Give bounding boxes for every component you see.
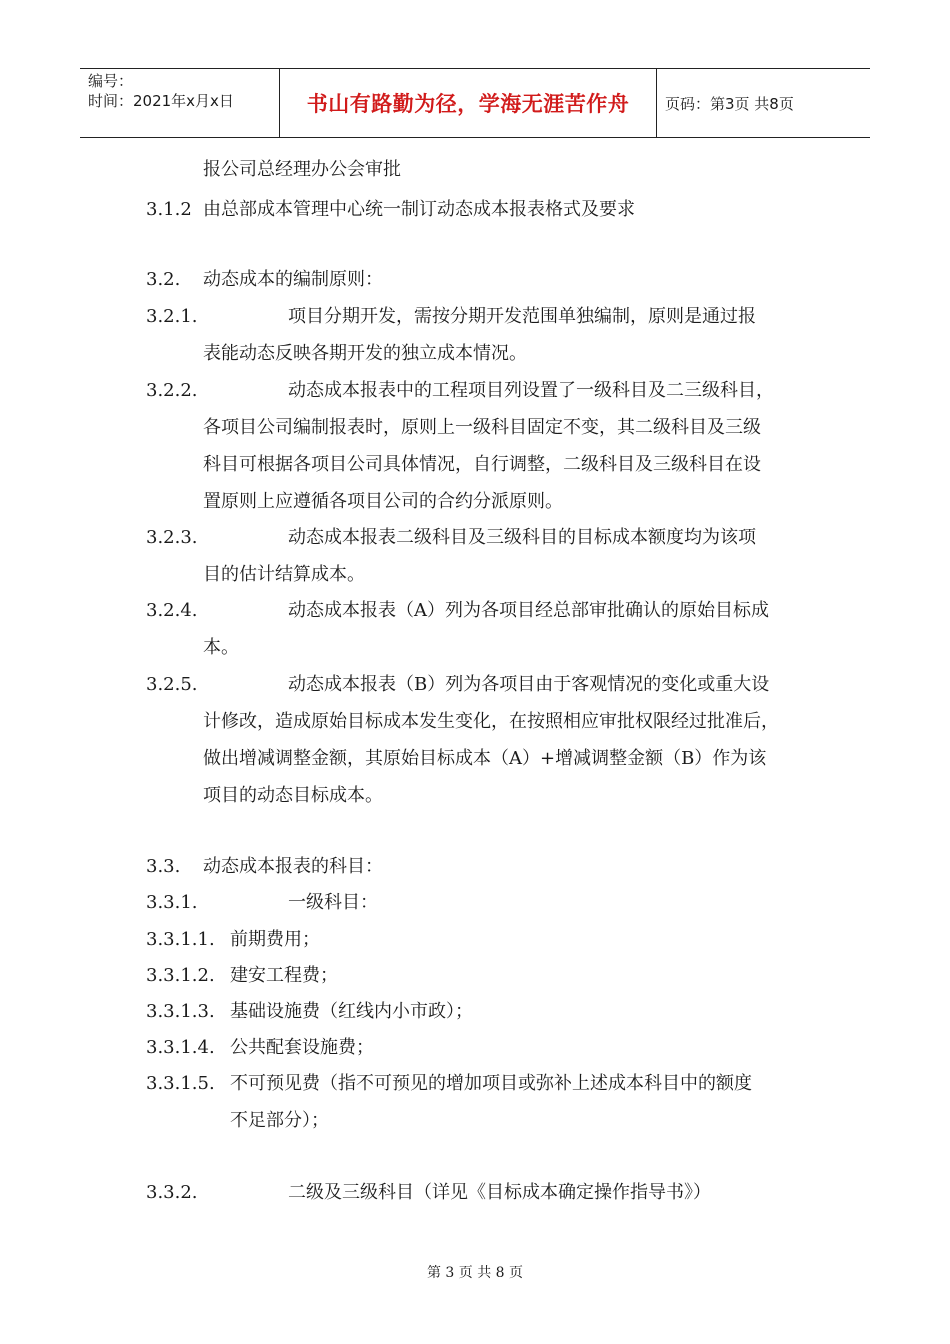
section-number: 3.3. — [146, 856, 181, 877]
body-line: 做出增减调整金额，其原始目标成本（A）+增减调整金额（B）作为该 — [203, 748, 767, 769]
body-line: 由总部成本管理中心统一制订动态成本报表格式及要求 — [203, 199, 635, 220]
body-line: 科目可根据各项目公司具体情况，自行调整，二级科目及三级科目在设 — [203, 454, 761, 475]
body-line: 不可预见费（指不可预见的增加项目或弥补上述成本科目中的额度 — [230, 1073, 752, 1094]
header-table — [80, 68, 870, 138]
section-number: 3.3.1.3. — [146, 1001, 215, 1022]
section-heading: 动态成本报表的科目： — [203, 856, 383, 877]
body-line: 项目的动态目标成本。 — [203, 785, 383, 806]
body-line: 不足部分）； — [230, 1110, 329, 1131]
time-label: 时间：2021年x月x日 — [88, 92, 234, 110]
body-line: 本。 — [203, 637, 239, 658]
motto: 书山有路勤为径，学海无涯苦作舟 — [306, 92, 630, 116]
section-number: 3.3.1.5. — [146, 1073, 215, 1094]
body-line: 项目分期开发，需按分期开发范围单独编制，原则是通过报 — [288, 306, 756, 327]
code-label: 编号： — [88, 72, 134, 90]
header-motto-cell — [280, 69, 657, 137]
body-line: 前期费用； — [230, 929, 320, 950]
section-number: 3.2.3. — [146, 527, 198, 548]
body-line: 表能动态反映各期开发的独立成本情况。 — [203, 343, 527, 364]
section-number: 3.2.2. — [146, 380, 198, 401]
section-number: 3.2. — [146, 269, 181, 290]
page-footer: 第 3 页 共 8 页 — [426, 1265, 524, 1281]
section-number: 3.3.1.1. — [146, 929, 215, 950]
page-label: 页码：第3页 共8页 — [665, 94, 794, 113]
section-number: 3.3.2. — [146, 1182, 198, 1203]
section-number: 3.2.1. — [146, 306, 198, 327]
body-line: 动态成本报表二级科目及三级科目的目标成本额度均为该项 — [288, 527, 756, 548]
body-line: 一级科目： — [288, 892, 378, 913]
body-line: 计修改，造成原始目标成本发生变化，在按照相应审批权限经过批准后， — [203, 711, 779, 732]
header-meta — [80, 69, 280, 137]
body-line: 报公司总经理办公会审批 — [203, 159, 401, 180]
section-number: 3.1.2 — [146, 199, 192, 220]
body-line: 动态成本报表（A）列为各项目经总部审批确认的原始目标成 — [288, 600, 769, 621]
body-line: 公共配套设施费； — [230, 1037, 374, 1058]
body-line: 各项目公司编制报表时，原则上一级科目固定不变，其二级科目及三级 — [203, 417, 761, 438]
body-line: 目的估计结算成本。 — [203, 564, 365, 585]
section-heading: 动态成本的编制原则： — [203, 269, 383, 290]
body-line: 二级及三级科目（详见《目标成本确定操作指导书》） — [288, 1182, 711, 1203]
body-line: 动态成本报表（B）列为各项目由于客观情况的变化或重大设 — [288, 674, 770, 695]
body-line: 置原则上应遵循各项目公司的合约分派原则。 — [203, 491, 563, 512]
body-line: 动态成本报表中的工程项目列设置了一级科目及二三级科目， — [288, 380, 774, 401]
section-number: 3.2.4. — [146, 600, 198, 621]
section-number: 3.3.1.4. — [146, 1037, 215, 1058]
header-page-cell — [657, 69, 870, 137]
section-number: 3.3.1. — [146, 892, 198, 913]
body-line: 建安工程费； — [230, 965, 338, 986]
body-line: 基础设施费（红线内小市政）； — [230, 1001, 473, 1022]
section-number: 3.3.1.2. — [146, 965, 215, 986]
section-number: 3.2.5. — [146, 674, 198, 695]
